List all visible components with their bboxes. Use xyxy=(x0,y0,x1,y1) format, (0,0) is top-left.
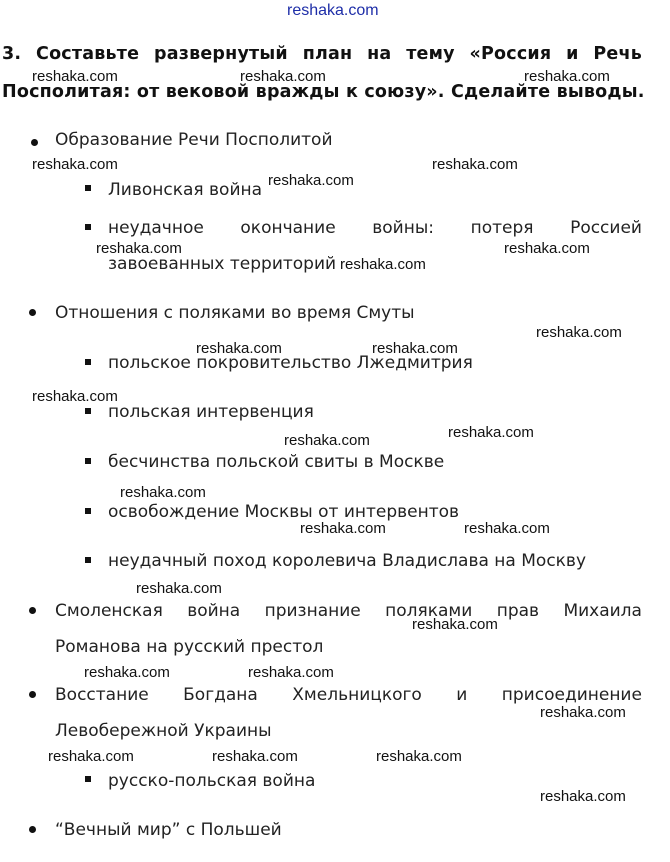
watermark: reshaka.com xyxy=(340,256,426,273)
watermark: reshaka.com xyxy=(412,616,498,633)
text-word: неудачное xyxy=(108,218,204,238)
task-title-line-1 xyxy=(2,44,642,64)
plan-item-4-line-2: Левобережной Украины xyxy=(55,721,272,741)
plan-item-2-sub-1: польское покровительство Лжедмитрия xyxy=(108,353,473,373)
watermark: reshaka.com xyxy=(32,68,118,85)
plan-item-1-sub-2-line-2: завоеванных территорий xyxy=(108,254,337,274)
bullet-icon xyxy=(29,826,36,833)
watermark: reshaka.com xyxy=(300,520,386,537)
plan-item-4-sub-1: русско-польская война xyxy=(108,771,316,791)
watermark: reshaka.com xyxy=(540,788,626,805)
text-word: Хмельницкого xyxy=(292,685,422,705)
text-word: прав xyxy=(496,601,540,621)
plan-item-3-line-1 xyxy=(55,601,642,621)
title-word: план xyxy=(302,44,353,64)
watermark: reshaka.com xyxy=(268,172,354,189)
watermark: reshaka.com xyxy=(284,432,370,449)
title-word: тему xyxy=(406,44,455,64)
site-watermark-header: reshaka.com xyxy=(287,2,379,19)
text-word: войны: xyxy=(372,218,434,238)
text-word: окончание xyxy=(240,218,336,238)
text-word: потеря xyxy=(470,218,534,238)
watermark: reshaka.com xyxy=(196,340,282,357)
bullet-icon xyxy=(29,309,36,316)
title-word: на xyxy=(367,44,392,64)
watermark: reshaka.com xyxy=(48,748,134,765)
square-bullet-icon xyxy=(85,776,91,782)
plan-item-1-sub-2-line-1 xyxy=(108,218,642,238)
plan-item-4-line-1 xyxy=(55,685,642,705)
title-word: Речь xyxy=(593,44,642,64)
plan-item-2-sub-5: неудачный поход королевича Владислава на Москву xyxy=(108,551,587,571)
text-word: война xyxy=(187,601,241,621)
text-word: Смоленская xyxy=(55,601,163,621)
plan-item-2-sub-4: освобождение Москвы от интервентов xyxy=(108,502,460,522)
square-bullet-icon xyxy=(85,557,91,563)
plan-item-3-line-2: Романова на русский престол xyxy=(55,637,324,657)
bullet-icon xyxy=(29,691,36,698)
title-word: «Россия xyxy=(469,44,552,64)
watermark: reshaka.com xyxy=(448,424,534,441)
watermark: reshaka.com xyxy=(376,748,462,765)
watermark: reshaka.com xyxy=(120,484,206,501)
title-word: Составьте xyxy=(36,44,140,64)
watermark: reshaka.com xyxy=(464,520,550,537)
watermark: reshaka.com xyxy=(432,156,518,173)
watermark: reshaka.com xyxy=(84,664,170,681)
watermark: reshaka.com xyxy=(32,388,118,405)
watermark: reshaka.com xyxy=(540,704,626,721)
bullet-icon xyxy=(31,139,38,146)
watermark: reshaka.com xyxy=(212,748,298,765)
title-word: 3. xyxy=(2,44,22,64)
plan-item-5: “Вечный мир” с Польшей xyxy=(55,820,282,840)
watermark: reshaka.com xyxy=(524,68,610,85)
task-title-line-2: Посполитая: от вековой вражды к союзу». Сделайте выводы. xyxy=(2,82,645,102)
text-word: Михаила xyxy=(563,601,642,621)
plan-item-2-sub-2: польская интервенция xyxy=(108,402,314,422)
bullet-icon xyxy=(29,607,36,614)
text-word: поляками xyxy=(385,601,473,621)
text-word: признание xyxy=(264,601,361,621)
text-word: Восстание xyxy=(55,685,149,705)
watermark: reshaka.com xyxy=(32,156,118,173)
title-word: и xyxy=(566,44,579,64)
plan-item-2-sub-3: бесчинства польской свиты в Москве xyxy=(108,452,445,472)
plan-item-1-sub-1: Ливонская война xyxy=(108,180,263,200)
square-bullet-icon xyxy=(85,185,91,191)
square-bullet-icon xyxy=(85,408,91,414)
plan-item-1: Образование Речи Посполитой xyxy=(55,130,333,150)
square-bullet-icon xyxy=(85,359,91,365)
watermark: reshaka.com xyxy=(240,68,326,85)
text-word: присоединение xyxy=(501,685,642,705)
text-word: и xyxy=(456,685,468,705)
square-bullet-icon xyxy=(85,458,91,464)
watermark: reshaka.com xyxy=(536,324,622,341)
watermark: reshaka.com xyxy=(372,340,458,357)
watermark: reshaka.com xyxy=(96,240,182,257)
title-word: развернутый xyxy=(153,44,288,64)
watermark: reshaka.com xyxy=(248,664,334,681)
square-bullet-icon xyxy=(85,224,91,230)
square-bullet-icon xyxy=(85,508,91,514)
watermark: reshaka.com xyxy=(504,240,590,257)
plan-item-2: Отношения с поляками во время Смуты xyxy=(55,303,415,323)
text-word: Богдана xyxy=(183,685,258,705)
text-word: Россией xyxy=(570,218,642,238)
watermark: reshaka.com xyxy=(136,580,222,597)
